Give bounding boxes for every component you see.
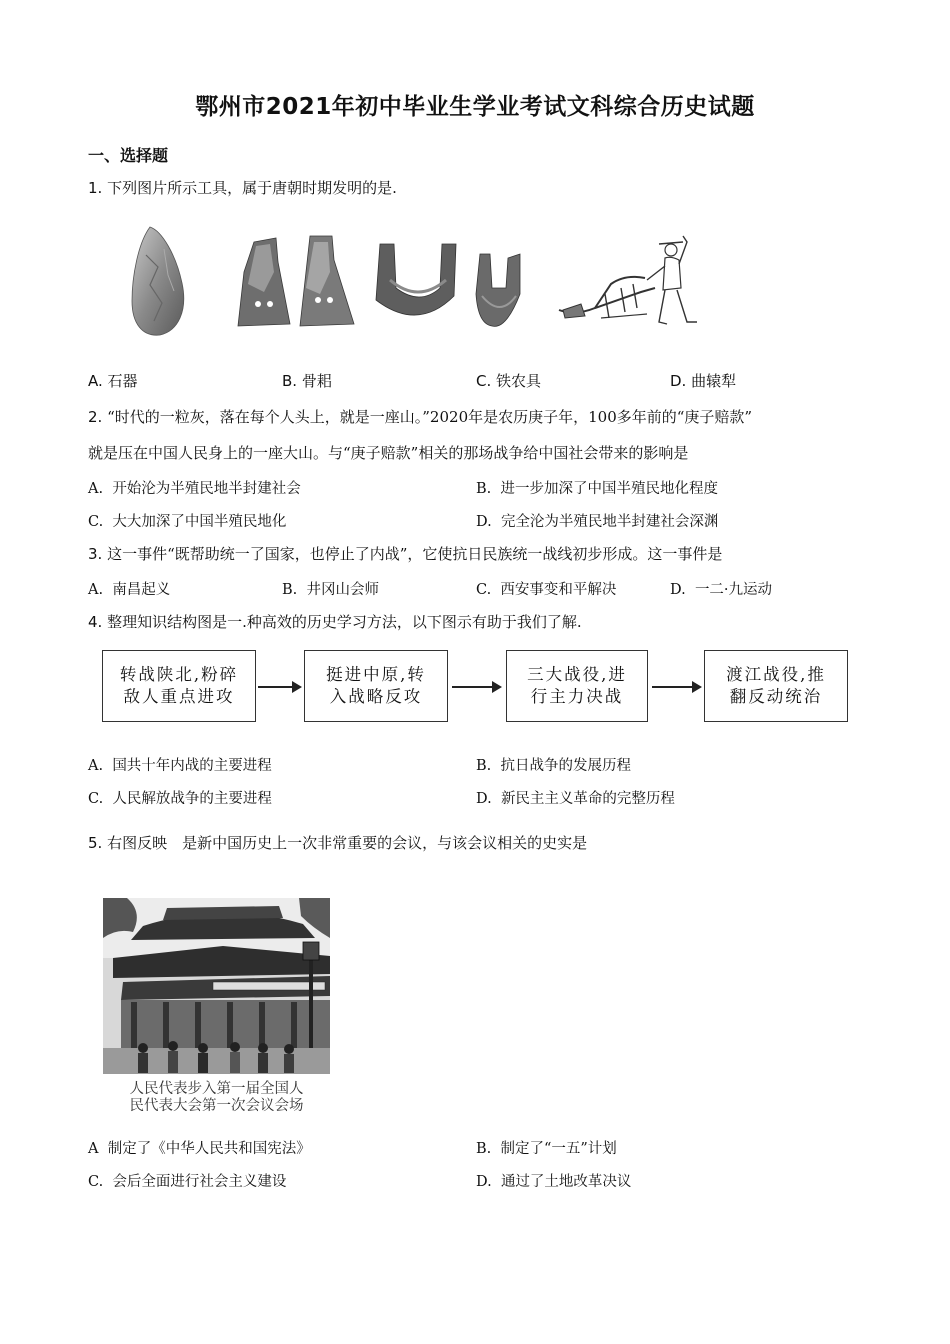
option-d[interactable]: D. 通过了土地改革决议	[476, 1174, 632, 1190]
photo-caption-line-2: 民代表大会第一次会议会场	[129, 1098, 304, 1114]
question-text: 整理知识结构图是一.种高效的历史学习方法，以下图示有助于我们了解.	[107, 613, 582, 631]
flow-box-1: 转战陕北,粉碎 敌人重点进攻	[102, 650, 256, 722]
question-2-line-2: 就是压在中国人民身上的一座大山。与“庚子赔款”相关的那场战争给中国社会带来的影响是	[88, 444, 689, 462]
question-number: 3.	[88, 545, 103, 563]
option-a[interactable]: A. 石器	[88, 372, 138, 390]
question-3	[88, 544, 722, 564]
question-text: 右图反映 是新中国历史上一次非常重要的会议，与该会议相关的史实是	[107, 834, 588, 852]
stone-tool-image	[128, 225, 188, 337]
photo-caption-line-1: 人民代表步入第一届全国人	[129, 1081, 304, 1097]
congress-hall-photo	[103, 898, 330, 1074]
question-2	[88, 407, 752, 427]
option-b[interactable]: B. 进一步加深了中国半殖民地化程度	[476, 481, 718, 497]
flow-arrow	[652, 686, 700, 688]
question-number: 1.	[88, 179, 103, 197]
option-a[interactable]: A 制定了《中华人民共和国宪法》	[88, 1141, 311, 1157]
question-5	[88, 833, 587, 853]
question-number: 5.	[88, 834, 103, 852]
question-text: 这一事件“既帮助统一了国家，也停止了内战”，它使抗日民族统一战线初步形成。这一事件是	[107, 545, 723, 563]
flow-box-3: 三大战役,进 行主力决战	[506, 650, 648, 722]
curved-plow-image	[555, 232, 707, 328]
option-d[interactable]: D. 曲辕犁	[670, 372, 737, 390]
flow-arrow	[258, 686, 300, 688]
bone-spade-image	[234, 232, 356, 330]
option-c[interactable]: C. 铁农具	[476, 372, 542, 390]
question-text: 下列图片所示工具，属于唐朝时期发明的是.	[107, 179, 397, 197]
option-b[interactable]: B. 制定了“一五”计划	[476, 1141, 617, 1157]
section-heading: 一、选择题	[88, 146, 169, 165]
option-d[interactable]: D. 新民主主义革命的完整历程	[476, 791, 675, 807]
flow-box-4: 渡江战役,推 翻反动统治	[704, 650, 848, 722]
option-b[interactable]: B. 骨耜	[282, 372, 332, 390]
question-number: 4.	[88, 613, 103, 631]
option-c[interactable]: C. 大大加深了中国半殖民地化	[88, 514, 287, 530]
option-c[interactable]: C. 会后全面进行社会主义建设	[88, 1174, 287, 1190]
option-b[interactable]: B. 抗日战争的发展历程	[476, 758, 631, 774]
flow-arrow	[452, 686, 500, 688]
option-a[interactable]: A. 国共十年内战的主要进程	[88, 758, 272, 774]
iron-tools-image	[370, 240, 538, 330]
option-d[interactable]: D. 一二·九运动	[670, 582, 773, 598]
option-d[interactable]: D. 完全沦为半殖民地半封建社会深渊	[476, 514, 719, 530]
option-b[interactable]: B. 井冈山会师	[282, 582, 379, 598]
question-1	[88, 178, 397, 198]
question-4	[88, 612, 582, 632]
option-c[interactable]: C. 西安事变和平解决	[476, 582, 617, 598]
page-title: 鄂州市2021年初中毕业生学业考试文科综合历史试题	[195, 94, 755, 120]
option-a[interactable]: A. 开始沦为半殖民地半封建社会	[88, 481, 301, 497]
question-text: “时代的一粒灰，落在每个人头上，就是一座山。”2020年是农历庚子年，100多年前的“庚子赔款”	[107, 408, 753, 426]
option-c[interactable]: C. 人民解放战争的主要进程	[88, 791, 272, 807]
question-number: 2.	[88, 408, 103, 426]
flow-box-2: 挺进中原,转 入战略反攻	[304, 650, 448, 722]
option-a[interactable]: A. 南昌起义	[88, 582, 171, 598]
